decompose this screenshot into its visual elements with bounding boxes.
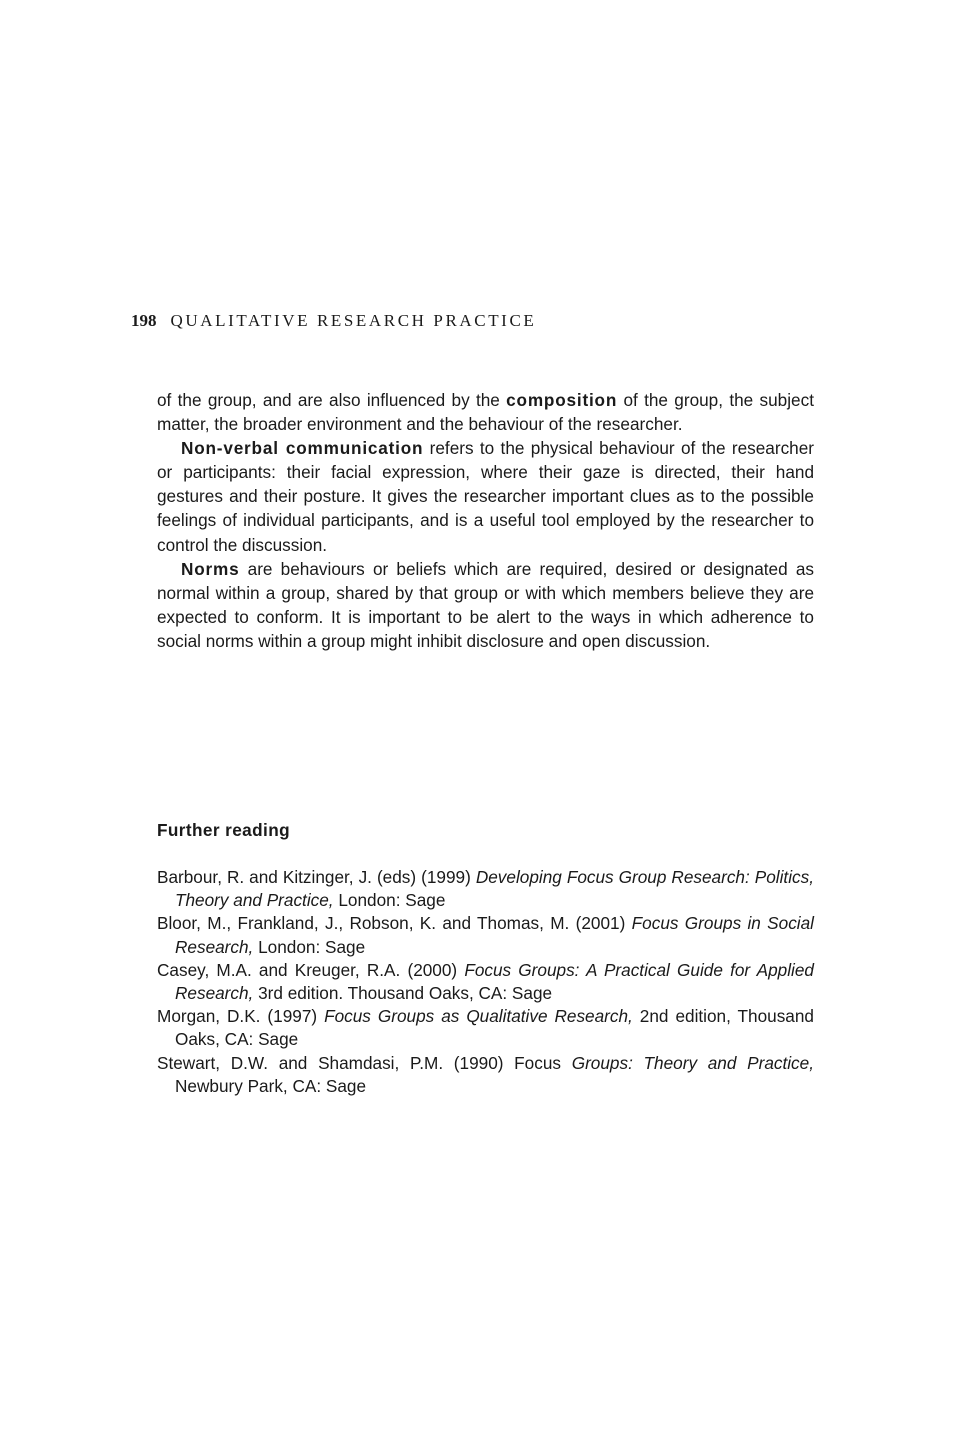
ref-publisher: 2nd edition, Thousand Oaks, CA: Sage — [175, 1006, 814, 1050]
ref-title: Focus Groups in Social Research, — [175, 913, 814, 957]
ref-title: Focus Groups as Qualitative Research, — [324, 1006, 633, 1027]
ref-publisher: London: Sage — [253, 936, 366, 957]
text: of the group, the subject matter, the broader environment and the behaviour of the researcher. — [157, 390, 814, 435]
reference-item — [157, 959, 814, 1005]
reference-list — [157, 866, 814, 1098]
text: refers to the physical behaviour of the researcher or participants: their facial expression, where their gaze is directed, their hand gestures and their posture. It gives the researcher important clues as to the possible feelings of individual participants, and is a useful tool employed by the researcher to control the discussion. — [157, 438, 815, 555]
key-term: composition — [506, 390, 618, 410]
key-term: Non-verbal communication — [181, 438, 424, 459]
ref-authors: Barbour, R. and Kitzinger, J. (eds) (1999) — [157, 867, 476, 887]
running-title: QUALITATIVE RESEARCH PRACTICE — [170, 311, 537, 330]
ref-authors: Morgan, D.K. (1997) — [157, 1006, 325, 1027]
reference-item — [157, 1005, 814, 1051]
paragraph — [157, 436, 814, 556]
further-reading-heading: Further reading — [157, 820, 291, 840]
paragraph — [157, 557, 814, 653]
paragraph — [157, 388, 814, 436]
ref-title: Developing Focus Group Research: Politics, Theory and Practice, — [175, 867, 814, 911]
text: are behaviours or beliefs which are required, desired or designated as normal within a group, shared by that group or with which members believe they are expected to conform. It is important to be alert to the ways in which adherence to social norms within a group might inhibit disclosure and open discussion. — [157, 558, 814, 651]
ref-authors: Bloor, M., Frankland, J., Robson, K. and Thomas, M. (2001) — [157, 913, 632, 934]
text: of the group, and are also influenced by the — [157, 390, 507, 410]
ref-publisher: Newbury Park, CA: Sage — [175, 1075, 367, 1096]
ref-authors: Stewart, D.W. and Shamdasi, P.M. (1990) Focus — [157, 1052, 572, 1073]
key-term: Norms — [181, 558, 240, 579]
running-header — [131, 311, 536, 331]
body-text — [157, 388, 814, 653]
page-number: 198 — [131, 311, 157, 330]
ref-publisher: 3rd edition. Thousand Oaks, CA: Sage — [253, 983, 553, 1004]
reference-item — [157, 1052, 814, 1098]
reference-item — [157, 866, 814, 912]
ref-title: Groups: Theory and Practice, — [571, 1052, 814, 1073]
ref-publisher: London: Sage — [333, 890, 446, 911]
reference-item — [157, 912, 814, 958]
ref-authors: Casey, M.A. and Kreuger, R.A. (2000) — [157, 959, 465, 980]
ref-title: Focus Groups: A Practical Guide for Applied Research, — [175, 959, 814, 1004]
